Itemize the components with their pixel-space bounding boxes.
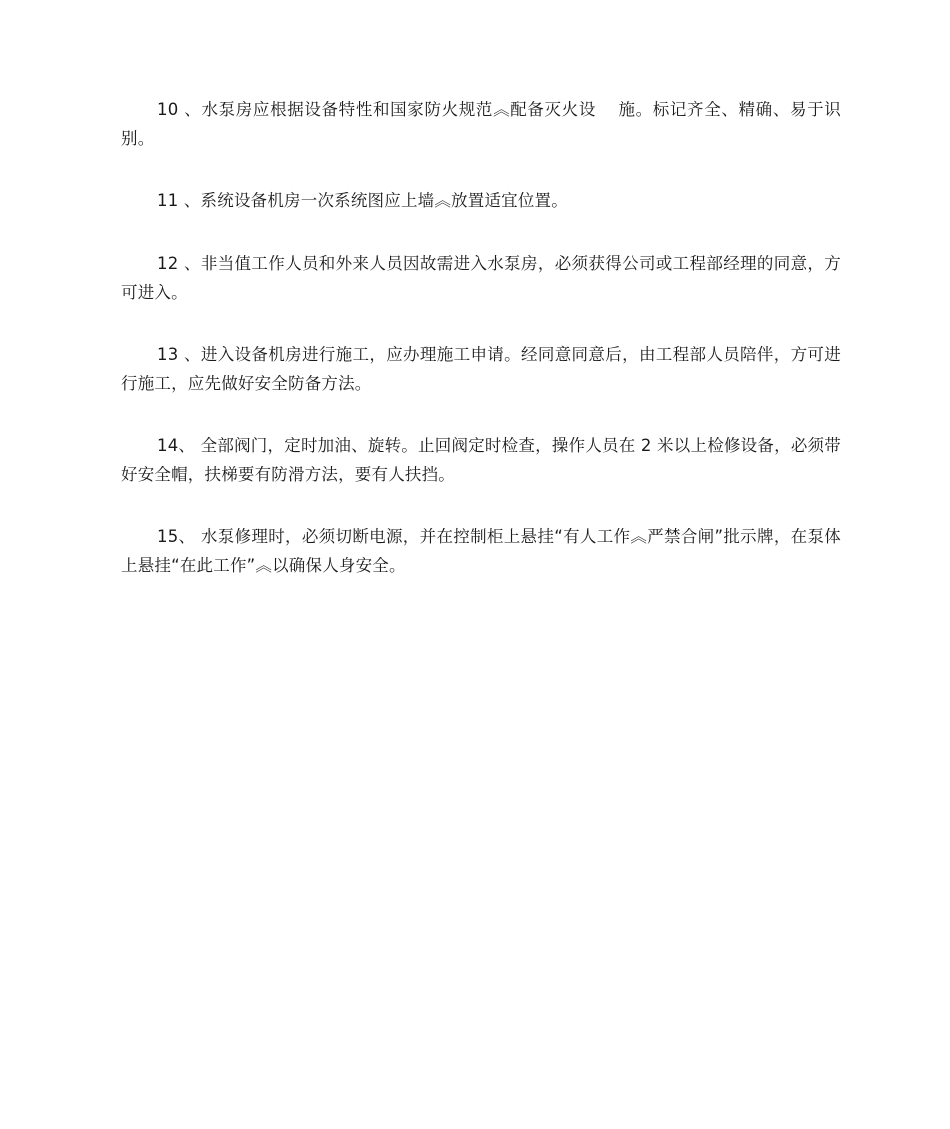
clause-number: 10 、: [157, 100, 202, 119]
clause-number: 11 、: [157, 191, 201, 210]
clause-text: 水泵房应根据设备特性和国家防火规范︽配备灭火设: [201, 100, 596, 119]
clause-11: [121, 186, 841, 215]
clause-number: 15、: [157, 527, 196, 546]
clause-text: 进入设备机房进行施工，应办理施工申请。经同意同意后，由工程部人员陪伴，方可进行施工，应先做好安全防备方法。: [121, 345, 841, 393]
clause-text-continued: 施。标记齐全、精确、易于识别。: [121, 100, 841, 148]
clause-10: [121, 95, 841, 153]
clause-number: 13 、: [157, 345, 201, 364]
clause-12: [121, 249, 841, 307]
clause-15: [121, 522, 841, 580]
clause-text: 系统设备机房一次系统图应上墙︽放置适宜位置。: [200, 191, 568, 210]
clause-text: 水泵修理时，必须切断电源，并在控制柜上悬挂“有人工作︽严禁合闸”批示牌，在泵体上悬挂“在此工作”︽以确保人身安全。: [121, 527, 841, 575]
clause-text: 非当值工作人员和外来人员因故需进入水泵房，必须获得公司或工程部经理的同意，方可进入。: [121, 254, 841, 302]
clause-number: 14、: [157, 436, 196, 455]
clause-14: [121, 431, 841, 489]
clause-text: 全部阀门，定时加油、旋转。止回阀定时检查，操作人员在 2 米以上检修设备，必须带好安全帽，扶梯要有防滑方法，要有人扶挡。: [121, 436, 841, 484]
clause-13: [121, 340, 841, 398]
clause-number: 12 、: [157, 254, 201, 273]
